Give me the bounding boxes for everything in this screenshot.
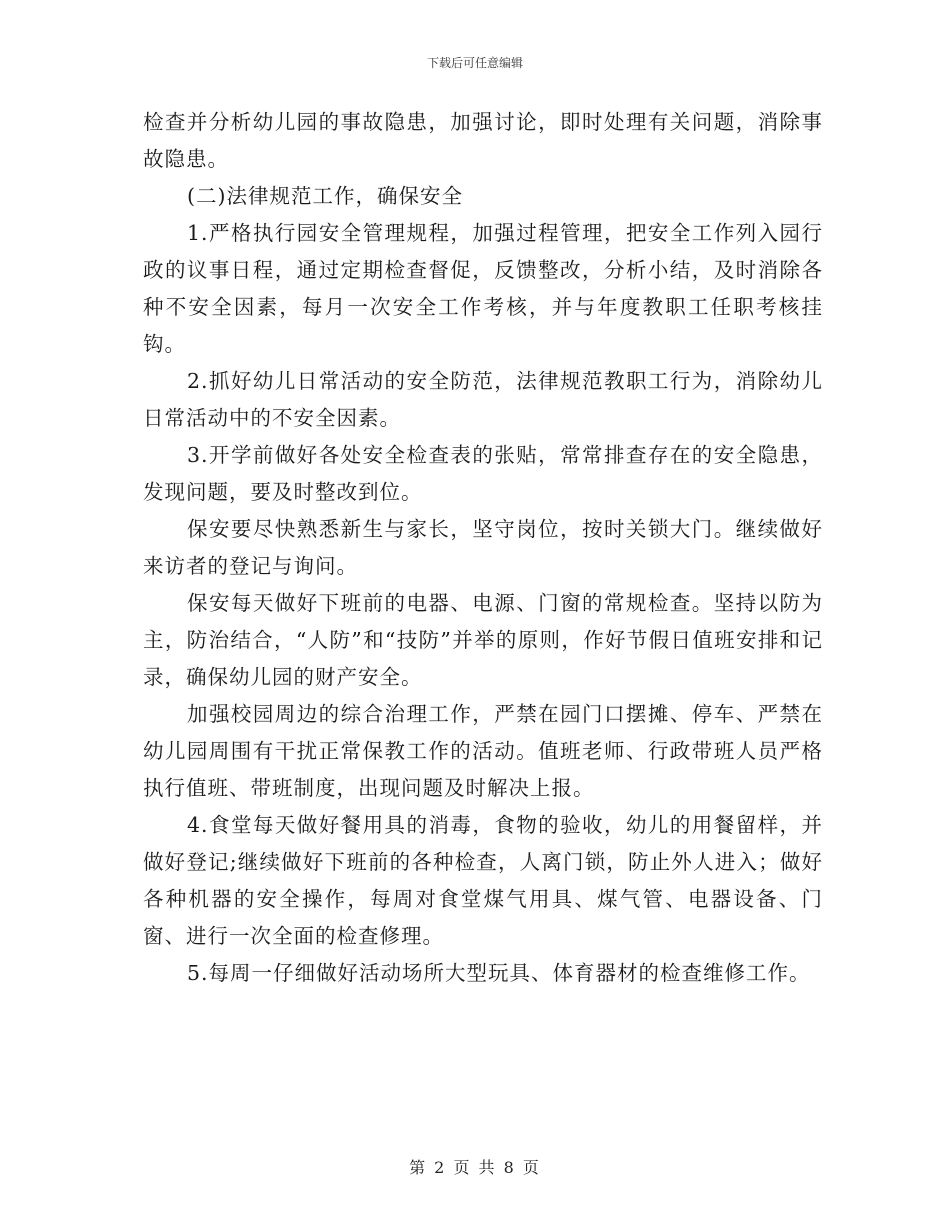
paragraph-item-1: 1.严格执行园安全管理规程，加强过程管理，把安全工作列入园行政的议事日程，通过定期检查督促，反馈整改，分析小结，及时消除各种不安全因素，每月一次安全工作考核，并与年度教职工任职考核挂钩。 xyxy=(143,221,823,356)
page-header-note: 下载后可任意编辑 xyxy=(426,56,523,70)
paragraph-campus-surroundings: 加强校园周边的综合治理工作，严禁在园门口摆摊、停车、严禁在幼儿园周围有干扰正常保教工作的活动。值班老师、行政带班人员严格执行值班、带班制度，出现问题及时解决上报。 xyxy=(143,702,823,800)
page-number: 第 2 页 共 8 页 xyxy=(409,1158,541,1177)
paragraph-item-4: 4.食堂每天做好餐用具的消毒，食物的验收，幼儿的用餐留样，并做好登记;继续做好下班前的各种检查，人离门锁，防止外人进入；做好各种机器的安全操作，每周对食堂煤气用具、煤气管、电器设备、门窗、进行一次全面的检查修理。 xyxy=(143,813,823,948)
paragraph-security-guard-1: 保安要尽快熟悉新生与家长，坚守岗位，按时关锁大门。继续做好来访者的登记与询问。 xyxy=(143,517,823,578)
paragraph-item-5: 5.每周一仔细做好活动场所大型玩具、体育器材的检查维修工作。 xyxy=(187,961,811,985)
document-body xyxy=(143,104,823,992)
paragraph-item-2: 2.抓好幼儿日常活动的安全防范，法律规范教职工行为，消除幼儿日常活动中的不安全因素。 xyxy=(143,369,823,430)
paragraph-item-3: 3.开学前做好各处安全检查表的张贴，常常排查存在的安全隐患，发现问题，要及时整改到位。 xyxy=(143,443,823,504)
paragraph-1: 检查并分析幼儿园的事故隐患，加强讨论，即时处理有关问题，消除事故隐患。 xyxy=(143,110,823,171)
paragraph-security-guard-2: 保安每天做好下班前的电器、电源、门窗的常规检查。坚持以防为主，防治结合，“人防”和“技防”并举的原则，作好节假日值班安排和记录，确保幼儿园的财产安全。 xyxy=(143,591,823,689)
section-heading: (二)法律规范工作，确保安全 xyxy=(187,184,463,208)
